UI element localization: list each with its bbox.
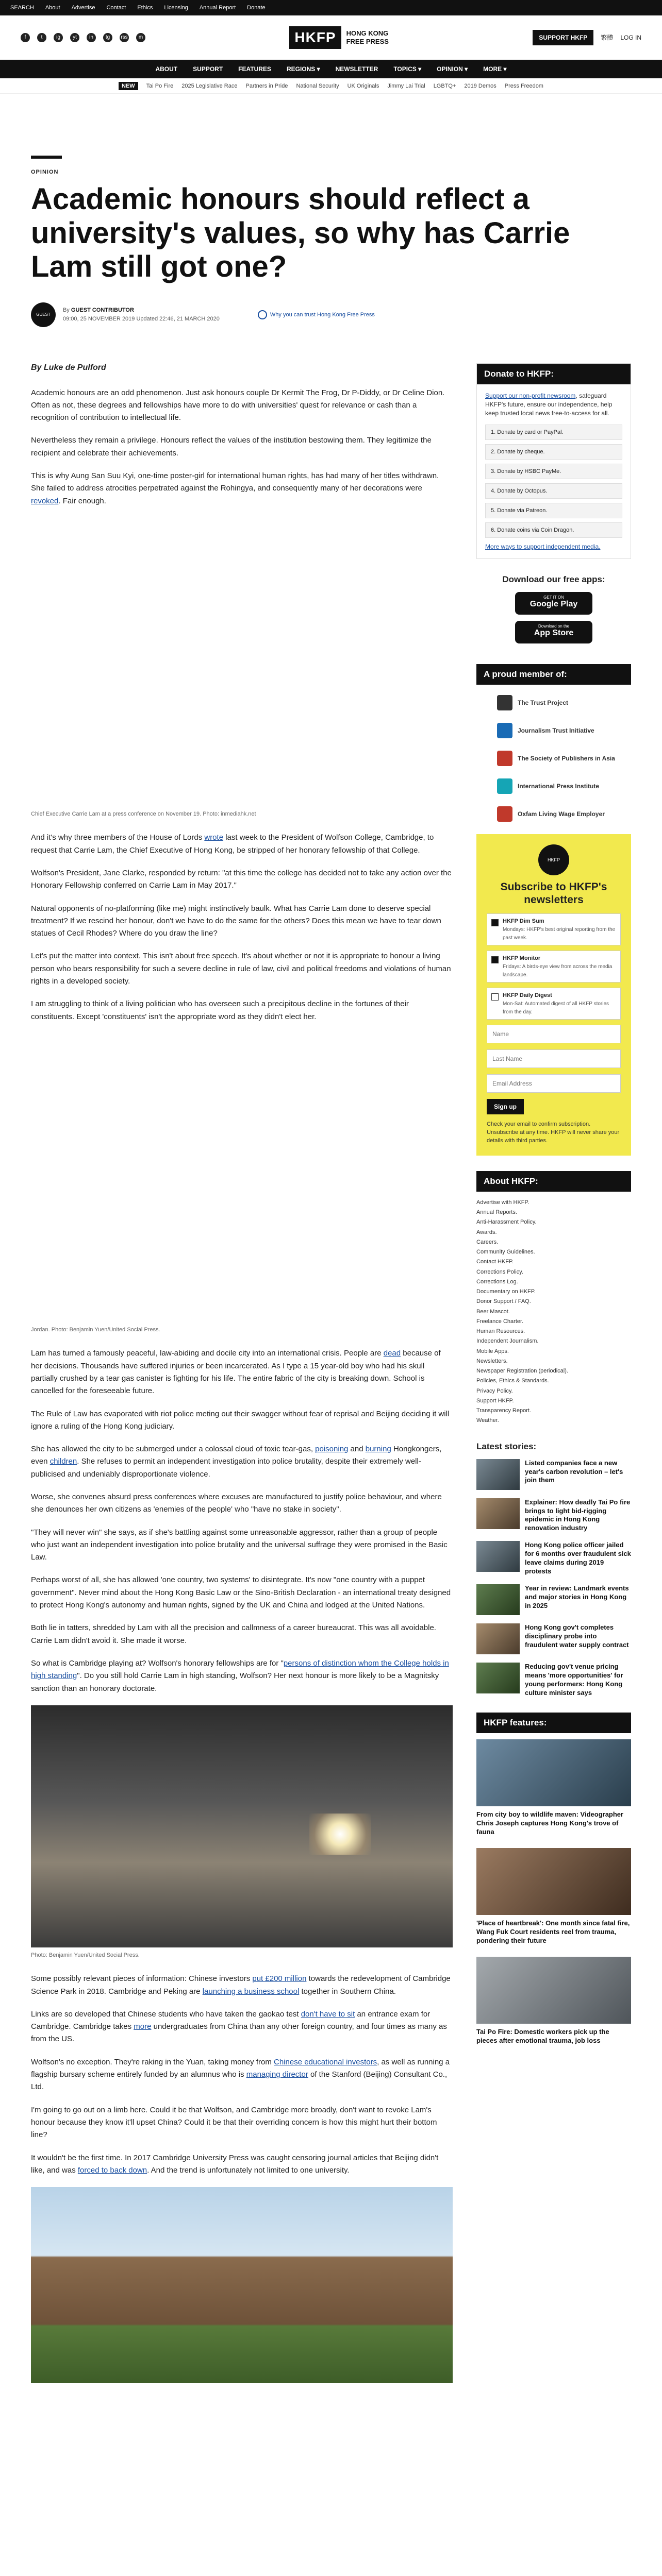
facebook-icon[interactable]: f — [21, 33, 30, 42]
newsletter-option[interactable] — [487, 913, 621, 945]
investment-link[interactable]: put £200 million — [252, 1974, 307, 1984]
donate-option[interactable]: 3. Donate by HSBC PayMe. — [485, 464, 622, 479]
support-hkfp-button[interactable]: SUPPORT HKFP — [533, 30, 593, 45]
paragraph: She has allowed the city to be submerged under a colossal cloud of toxic tear-gas, poisoning and burning Hongkongers, even children. She refuses to permit an independent investigation into police brutality, despite their extremely well-publicised and undeniably disproportionate violence. — [31, 1445, 442, 1479]
login-link[interactable]: LOG IN — [620, 33, 641, 41]
story-thumbnail — [476, 1498, 520, 1529]
paragraph: Links are so developed that Chinese students who have taken the gaokao test don't have to sit an entrance exam for Cambridge. Cambridge takes more undergraduates from China than any other foreign country, and four times as many as from the US. — [31, 2009, 447, 2044]
logo-text — [346, 29, 389, 45]
app-store-button[interactable] — [515, 621, 592, 643]
checkbox-unchecked[interactable] — [491, 993, 499, 1001]
about-link[interactable]: Advertise with HKFP. — [476, 1199, 529, 1206]
story-thumbnail — [476, 1584, 520, 1615]
section-label[interactable]: OPINION — [31, 169, 59, 175]
newsletter-name: HKFP Monitor — [503, 955, 541, 962]
about-link[interactable]: Careers. — [476, 1239, 499, 1245]
trending-link[interactable]: Press Freedom — [504, 82, 543, 89]
story-thumbnail — [476, 1459, 520, 1490]
story-title: Reducing gov't venue pricing means 'more opportunities' for young performers: Hong Kong culture minister says — [525, 1662, 623, 1697]
telegram-icon[interactable]: tg — [103, 33, 112, 42]
hkfp-features — [476, 1713, 631, 2045]
article-meta — [63, 306, 220, 323]
feature-title[interactable]: From city boy to wildlife maven: Videographer Chris Joseph captures Hong Kong's trove of fauna — [476, 1810, 624, 1836]
feature-title[interactable]: 'Place of heartbreak': One month since fatal fire, Wang Fuk Court residents reel from trauma, pondering their future — [476, 1919, 630, 1944]
trending-link[interactable]: LGBTQ+ — [433, 82, 456, 89]
about-link[interactable]: Support HKFP. — [476, 1397, 514, 1404]
logo-line-1: HONG KONG — [346, 29, 389, 37]
feature-image[interactable] — [476, 1957, 631, 2024]
ethics-link[interactable]: Ethics — [137, 5, 153, 11]
paragraph: Nevertheless they remain a privilege. Honours reflect the values of the institution bestowing them. They legitimize the recipient and celebrate their achievements. — [31, 436, 432, 457]
article-author: By Luke de Pulford — [31, 363, 106, 372]
article-photo — [31, 1033, 453, 1322]
nav-features[interactable]: FEATURES — [238, 65, 271, 73]
licensing-link[interactable]: Licensing — [164, 5, 188, 11]
feature-title[interactable]: Tai Po Fire: Domestic workers pick up the pieces after emotional trauma, job loss — [476, 2027, 609, 2044]
member-jti[interactable]: Journalism Trust Initiative — [497, 723, 631, 738]
paragraph: Wolfson's President, Jane Clarke, responded by return: "at this time the college has decided not to take any action over the Honorary Fellowship conferred on Carrie Lam in May 2017." — [31, 868, 452, 890]
children-link[interactable]: children — [49, 1457, 77, 1466]
about-link[interactable]: Corrections Policy. — [476, 1268, 523, 1275]
latest-stories — [476, 1442, 631, 1698]
about-link[interactable]: Awards. — [476, 1229, 497, 1235]
article-body — [31, 363, 453, 2383]
paragraph: The Rule of Law has evaporated with riot police meting out their swagger without fear of reprisal and Beijing deciding it will ignore a ruling of the Hong Kong judiciary. — [31, 1409, 450, 1431]
rss-icon[interactable]: rss — [120, 33, 129, 42]
social-links — [21, 33, 145, 42]
latest-title: Latest stories: — [476, 1441, 537, 1451]
paragraph: Let's put the matter into context. This isn't about free speech. It's about whether or not it is appropriate to honour a living person who bears responsibility for such a severe decline in rule of law, civil and political freedoms and violations of human rights in a developed society. — [31, 952, 451, 986]
more-link[interactable]: more — [134, 2022, 152, 2031]
poisoning-link[interactable]: poisoning — [315, 1445, 349, 1454]
article-title: Academic honours should reflect a university's values, so why has Carrie Lam still got one? — [31, 182, 570, 284]
feature-image[interactable] — [476, 1848, 631, 1915]
trending-link[interactable]: 2025 Legislative Race — [181, 82, 238, 89]
author-avatar: GUEST — [31, 302, 56, 327]
nav-more[interactable]: MORE ▾ — [483, 65, 507, 73]
newsletter-name: HKFP Dim Sum — [503, 918, 544, 925]
page-content — [0, 363, 662, 2383]
story-thumbnail — [476, 1541, 520, 1572]
about-link[interactable]: Contact HKFP. — [476, 1259, 514, 1265]
newsletter-option[interactable] — [487, 951, 621, 982]
header-actions — [533, 30, 641, 45]
oxfam-logo — [497, 806, 512, 822]
newsletter-title: Subscribe to HKFP's newsletters — [500, 880, 607, 906]
paragraph: Academic honours are an odd phenomenon. Just ask honours couple Dr Kermit The Frog, Dr P-Diddy, or Dr Celine Dion. Often as not, these degrees and fellowships have more to do with universities' quest for relevance or cash than a recognition of contribution to intellectual life. — [31, 388, 445, 422]
last-name-input[interactable] — [487, 1049, 621, 1068]
language-toggle[interactable]: 繁體 — [601, 34, 614, 41]
about-link[interactable]: About — [45, 5, 60, 11]
jti-logo — [497, 723, 512, 738]
first-name-input[interactable] — [487, 1025, 621, 1043]
member-trust-project[interactable]: The Trust Project — [497, 695, 631, 710]
managing-director-link[interactable]: managing director — [246, 2070, 308, 2079]
revoked-link[interactable]: revoked — [31, 496, 59, 505]
business-school-link[interactable]: launching a business school — [202, 1987, 300, 1996]
paragraph: It wouldn't be the first time. In 2017 Cambridge University Press was caught censoring journal articles that Beijing didn't like, and was forced to back down. And the trend is unfortunately not limited to one university. — [31, 2153, 439, 2175]
nav-support[interactable]: SUPPORT — [193, 65, 223, 73]
site-header — [0, 15, 662, 60]
trending-link[interactable]: Tai Po Fire — [146, 82, 174, 89]
app-store-small: Download on the — [538, 623, 570, 629]
article-photo — [31, 518, 453, 806]
member-title: A proud member of: — [476, 664, 631, 685]
google-play-label: Google Play — [529, 599, 578, 608]
about-link[interactable]: Corrections Log. — [476, 1278, 518, 1285]
site-logo[interactable] — [289, 26, 389, 49]
donate-option[interactable]: 2. Donate by cheque. — [485, 444, 622, 460]
trending-link[interactable]: Jimmy Lai Trial — [387, 82, 425, 89]
logo-line-2: FREE PRESS — [346, 37, 389, 45]
about-link[interactable]: Policies, Ethics & Standards. — [476, 1378, 549, 1384]
donate-option[interactable]: 5. Donate via Patreon. — [485, 503, 622, 518]
member-sopa[interactable]: The Society of Publishers in Asia — [497, 751, 631, 766]
dead-link[interactable]: dead — [383, 1349, 401, 1358]
donate-option[interactable]: 6. Donate coins via Coin Dragon. — [485, 522, 622, 538]
about-link[interactable]: Anti-Harassment Policy. — [476, 1219, 537, 1226]
apps-title: Download our free apps: — [502, 574, 605, 584]
paragraph: I'm going to go out on a limb here. Could it be that Wolfson, and Cambridge more broadly, don't want to revoke Lam's honour because they know it'll upset China? Could it be that their overriding concern is how this might hurt their bottom line? — [31, 2105, 437, 2140]
photo-caption: Photo: Benjamin Yuen/United Social Press. — [31, 1952, 140, 1958]
checkbox-checked[interactable] — [491, 919, 499, 926]
paragraph: Worse, she convenes absurd press conferences where excuses are manufactured to justify police behaviour, and where she denounces her own citizens as 'enemies of the people' who "have no stake in society". — [31, 1492, 442, 1514]
paragraph: Some possibly relevant pieces of information: Chinese investors put £200 million towards the redevelopment of Cambridge Science Park in 2018. Cambridge and Peking are launching a business school together in Southern China. — [31, 1974, 451, 1996]
about-link[interactable]: Newsletters. — [476, 1358, 508, 1364]
story-title: Listed companies face a new year's carbon revolution – let's join them — [525, 1459, 623, 1484]
nav-regions[interactable]: REGIONS ▾ — [286, 65, 320, 73]
nav-about[interactable]: ABOUT — [155, 65, 178, 73]
latest-story[interactable] — [476, 1498, 631, 1533]
new-badge: NEW — [119, 82, 138, 90]
about-link[interactable]: Newspaper Registration (periodical). — [476, 1368, 568, 1375]
paragraph: Natural opponents of no-platforming (like me) might instinctively baulk. What has Carrie Lam done to deserve special treatment? If we rescind her honour, don't we have to do the same for the others? Does this mean we have to tear down statues of Cecil Rhodes? Where do you draw the line? — [31, 904, 441, 938]
latest-story[interactable] — [476, 1459, 631, 1490]
newsletter-name: HKFP Daily Digest — [503, 992, 552, 999]
newsletter-desc: Fridays: A birds-eye view from across the media landscape. — [503, 964, 613, 978]
newsletter-desc: Mondays: HKFP's best original reporting from the past week. — [503, 927, 616, 941]
features-title: HKFP features: — [476, 1713, 631, 1733]
back-down-link[interactable]: forced to back down — [77, 2165, 147, 2175]
gaokao-link[interactable]: don't have to sit — [301, 2009, 355, 2019]
donate-option[interactable]: 4. Donate by Octopus. — [485, 483, 622, 499]
more-ways-link[interactable]: More ways to support independent media. — [485, 543, 601, 550]
trending-link[interactable]: Partners in Pride — [245, 82, 288, 89]
paragraph: Both lie in tatters, shredded by Lam with all the precision and callmness of a career bureaucrat. This was all avoidable. Carrie Lam didn't avoid it. She made it worse. — [31, 1623, 436, 1645]
twitter-icon[interactable]: t — [37, 33, 46, 42]
linkedin-icon[interactable]: in — [87, 33, 96, 42]
about-link[interactable]: Transparency Report. — [476, 1408, 531, 1414]
newsletter-note: Check your email to confirm subscription. Unsubscribe at any time. HKFP will never share your details with third parties. — [487, 1121, 620, 1144]
newsletter-desc: Mon-Sat: Automated digest of all HKFP stories from the day. — [503, 1001, 609, 1015]
about-box — [476, 1171, 631, 1426]
article-photo — [31, 1705, 453, 1947]
nav-topics[interactable]: TOPICS ▾ — [393, 65, 422, 73]
support-newsroom-link[interactable]: Support our non-profit newsroom — [485, 392, 576, 399]
investors-link[interactable]: Chinese educational investors — [274, 2057, 377, 2066]
burning-link[interactable]: burning — [365, 1445, 391, 1454]
paragraph: Perhaps worst of all, she has allowed 'one country, two systems' to disintegrate. It's now "one country with a puppet government". Never mind about the Hong Kong Basic Law or the Sino-British Declaration - an international treaty designed to protect Hong Kong's autonomy and human rights, signed by the UK and China and lodged at the United Nations. — [31, 1575, 451, 1610]
paragraph: I am struggling to think of a living politician who has overseen such a precipitous decline in the fortunes of their constituents. Except 'constituents' isn't the appropriate word as they didn't elect her. — [31, 999, 409, 1021]
main-nav — [0, 60, 662, 78]
about-link[interactable]: Privacy Policy. — [476, 1387, 513, 1394]
trust-project-logo — [497, 695, 512, 710]
about-link[interactable]: Human Resources. — [476, 1328, 525, 1335]
photo-caption: Jordan. Photo: Benjamin Yuen/United Social Press. — [31, 1326, 160, 1333]
donate-box — [476, 363, 631, 559]
about-title: About HKFP: — [476, 1171, 631, 1192]
checkbox-checked[interactable] — [491, 956, 499, 963]
story-thumbnail — [476, 1623, 520, 1654]
story-title: Hong Kong gov't completes disciplinary probe into fraudulent water supply contract — [525, 1623, 629, 1649]
paragraph: So what is Cambridge playing at? Wolfson's honorary fellowships are for "persons of distinction whom the College holds in high standing". Do you still hold Carrie Lam in high standing, Wolfson? Her next honour is more likely to be a Magnitsky sanction than an honorary doctorate. — [31, 1658, 449, 1693]
instagram-icon[interactable]: ig — [54, 33, 63, 42]
google-play-small: GET IT ON — [543, 595, 564, 600]
tear-gas-flare — [309, 1814, 371, 1855]
paragraph: Wolfson's no exception. They're raking in the Yuan, taking money from Chinese educational investors, as well as running a flagship bursary scheme entirely funded by an alumnus who is managing director of the Stanford (Beijing) Consultant Co., Ltd. — [31, 2057, 450, 2092]
trust-icon — [258, 310, 267, 319]
about-link[interactable]: Donor Support / FAQ. — [476, 1298, 531, 1305]
trust-label: Why you can trust Hong Kong Free Press — [270, 311, 375, 318]
sopa-logo — [497, 751, 512, 766]
advertise-link[interactable]: Advertise — [71, 5, 95, 11]
latest-story[interactable] — [476, 1623, 631, 1654]
paragraph: "They will never win" she says, as if she's battling against some unreasonable aggressor, rather than a group of people who just want an independent investigation into police brutality and the universal suffrage they were promised in the Basic Law. — [31, 1528, 448, 1562]
nav-opinion[interactable]: OPINION ▾ — [437, 65, 468, 73]
search-link[interactable]: SEARCH — [10, 5, 34, 11]
story-thumbnail — [476, 1663, 520, 1693]
about-link[interactable]: Weather. — [476, 1417, 499, 1424]
contact-link[interactable]: Contact — [106, 5, 126, 11]
story-title: Hong Kong police officer jailed for 6 months over fraudulent sick leave claims during 2019 protests — [525, 1541, 631, 1575]
about-link[interactable]: Community Guidelines. — [476, 1249, 535, 1256]
paragraph: Lam has turned a famously peaceful, law-abiding and docile city into an international crisis. People are dead because of her decisions. Thousands have suffered injuries or been incarcerated. As I type a 15 year-old boy who had his skull partially crushed by a tear gas canister is fighting for his life. The entire fabric of the city is breaking down. School is cancelled for the foreseeable future. — [31, 1349, 441, 1396]
about-link[interactable]: Annual Reports. — [476, 1209, 517, 1216]
logo-mark: HKFP — [289, 26, 341, 49]
newsletter-box — [476, 834, 631, 1156]
trending-link[interactable]: 2019 Demos — [464, 82, 496, 89]
about-link[interactable]: Freelance Charter. — [476, 1318, 524, 1325]
sidebar — [476, 363, 631, 2383]
byline-prefix: By — [63, 307, 70, 314]
article-dates: 09:00, 25 NOVEMBER 2019 Updated 22:46, 21 MARCH 2020 — [63, 315, 220, 322]
donate-option[interactable]: 1. Donate by card or PayPal. — [485, 425, 622, 440]
donate-text: Support our non-profit newsroom, safeguard HKFP's future, ensure our independence, help keep trusted local news free-to-access for all. — [485, 392, 613, 417]
trending-bar — [0, 78, 662, 94]
paragraph: This is why Aung San Suu Kyi, one-time poster-girl for international human rights, has had many of her titles withdrawn. She failed to address atrocities perpetrated against the Rohingya, and consequently many of her decorations were revoked. Fair enough. — [31, 471, 439, 505]
donate-title: Donate to HKFP: — [477, 364, 631, 384]
member-ipi[interactable]: International Press Institute — [497, 778, 631, 794]
google-play-button[interactable] — [515, 592, 592, 615]
article-photo — [31, 2187, 453, 2383]
app-store-label: App Store — [534, 628, 574, 637]
email-input[interactable] — [487, 1074, 621, 1093]
section-rule — [31, 156, 62, 159]
newsletter-logo: HKFP — [538, 844, 569, 875]
ipi-logo — [497, 778, 512, 794]
fellowship-link[interactable]: persons of distinction whom the College holds in high standing — [31, 1658, 449, 1681]
donate-link[interactable]: Donate — [247, 5, 266, 11]
signup-button[interactable]: Sign up — [487, 1099, 524, 1114]
byline — [31, 302, 631, 327]
latest-story[interactable] — [476, 1541, 631, 1576]
newsletter-option[interactable] — [487, 988, 621, 1020]
latest-story[interactable] — [476, 1584, 631, 1615]
photo-caption: Chief Executive Carrie Lam at a press conference on November 19. Photo: inmediahk.net — [31, 810, 256, 817]
about-list — [476, 1198, 631, 1426]
about-link[interactable]: Documentary on HKFP. — [476, 1289, 536, 1295]
author-name[interactable]: GUEST CONTRIBUTOR — [71, 307, 134, 314]
about-link[interactable]: Independent Journalism. — [476, 1338, 539, 1345]
feature-image[interactable] — [476, 1739, 631, 1806]
member-oxfam[interactable]: Oxfam Living Wage Employer — [497, 806, 631, 822]
story-title: Year in review: Landmark events and major stories in Hong Kong in 2025 — [525, 1584, 629, 1609]
nav-newsletter[interactable]: NEWSLETTER — [335, 65, 378, 73]
annual-report-link[interactable]: Annual Report — [199, 5, 236, 11]
latest-story[interactable] — [476, 1663, 631, 1698]
story-title: Explainer: How deadly Tai Po fire brings to light bid-rigging epidemic in Hong Kong renovation industry — [525, 1498, 631, 1532]
mastodon-icon[interactable]: m — [136, 33, 145, 42]
article-header — [0, 94, 662, 327]
about-link[interactable]: Mobile Apps. — [476, 1348, 509, 1354]
wrote-link[interactable]: wrote — [204, 833, 224, 842]
trending-link[interactable]: UK Originals — [347, 82, 379, 89]
paragraph: And it's why three members of the House of Lords wrote last week to the President of Wolfson College, Cambridge, to request that Carrie Lam, the Chief Executive of Hong Kong, be stripped of her honorary fellowship of that College. — [31, 833, 434, 855]
youtube-icon[interactable]: yt — [70, 33, 79, 42]
utility-bar — [0, 0, 662, 15]
about-link[interactable]: Beer Mascot. — [476, 1308, 510, 1315]
trending-link[interactable]: National Security — [296, 82, 339, 89]
trust-note[interactable] — [258, 310, 375, 319]
